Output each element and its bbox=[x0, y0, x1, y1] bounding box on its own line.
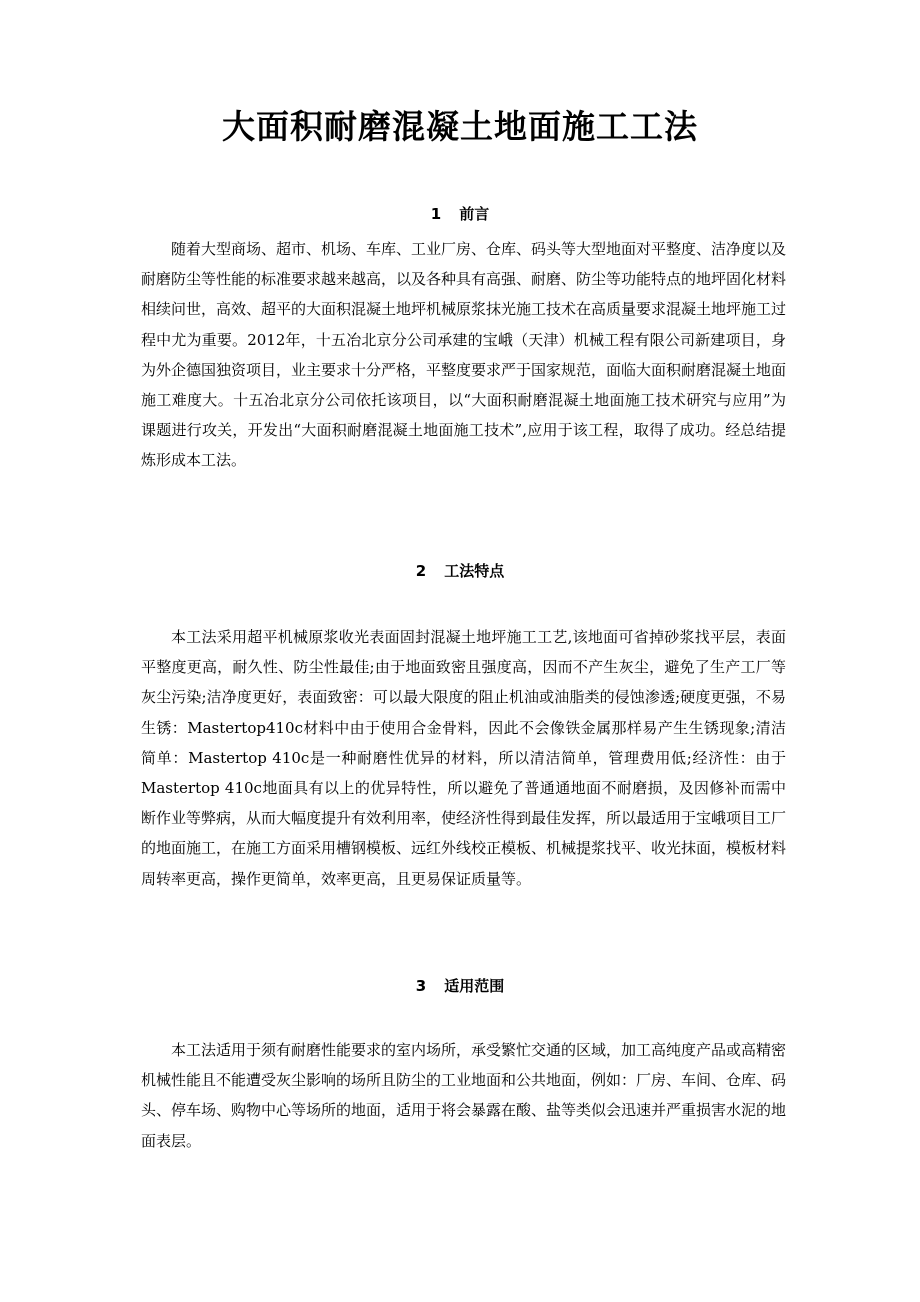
section-title: 工法特点 bbox=[444, 562, 505, 580]
section-title: 适用范围 bbox=[444, 977, 505, 995]
section-heading-features bbox=[0, 560, 920, 582]
section-body-scope: 本工法适用于须有耐磨性能要求的室内场所，承受繁忙交通的区域，加工高纯度产品或高精密机械性能且不能遭受灰尘影响的场所且防尘的工业地面和公共地面，例如：厂房、车间、仓库、码头、停车场、购物中心等场所的地面，适用于将会暴露在酸、盐等类似会迅速并严重损害水泥的地面表层。 bbox=[141, 1041, 787, 1150]
section-title: 前言 bbox=[459, 205, 490, 223]
section-heading-scope bbox=[0, 975, 920, 997]
section-number: 3 bbox=[415, 977, 427, 995]
section-body-features: 本工法采用超平机械原浆收光表面固封混凝土地坪施工工艺,该地面可省掉砂浆找平层，表面平整度更高，耐久性、防尘性最佳;由于地面致密且强度高，因而不产生灰尘，避免了生产工厂等灰尘污染;洁净度更好，表面致密：可以最大限度的阻止机油或油脂类的侵蚀渗透;硬度更强，不易生锈：Mastertop410c材料中由于使用合金骨料，因此不会像铁金属那样易产生生锈现象;清洁简单：Mastertop 410c是一种耐磨性优异的材料，所以清洁简单，管理费用低;经济性：由于Mastertop 410c地面具有以上的优异特性，所以避免了普通通地面不耐磨损，及因修补而需中断作业等弊病，从而大幅度提升有效利用率，使经济性得到最佳发挥，所以最适用于宝峨项目工厂的地面施工，在施工方面采用槽钢模板、远红外线校正模板、机械提浆找平、收光抹面，模板材料周转率更高，操作更简单，效率更高，且更易保证质量等。 bbox=[141, 628, 787, 888]
document-title: 大面积耐磨混凝土地面施工工法 bbox=[222, 107, 698, 146]
section-heading-preface bbox=[0, 203, 920, 225]
section-number: 1 bbox=[430, 205, 442, 223]
section-number: 2 bbox=[415, 562, 427, 580]
section-body-preface: 随着大型商场、超市、机场、车库、工业厂房、仓库、码头等大型地面对平整度、洁净度以及耐磨防尘等性能的标准要求越来越高，以及各种具有高强、耐磨、防尘等功能特点的地坪固化材料相续问世，高效、超平的大面积混凝土地坪机械原浆抹光施工技术在高质量要求混凝土地坪施工过程中尤为重要。2012年，十五冶北京分公司承建的宝峨（天津）机械工程有限公司新建项目，身为外企德国独资项目，业主要求十分严格，平整度要求严于国家规范，面临大面积耐磨混凝土地面施工难度大。十五冶北京分公司依托该项目，以“大面积耐磨混凝土地面施工技术研究与应用”为课题进行攻关，开发出“大面积耐磨混凝土地面施工技术”,应用于该工程，取得了成功。经总结提炼形成本工法。 bbox=[141, 240, 787, 470]
